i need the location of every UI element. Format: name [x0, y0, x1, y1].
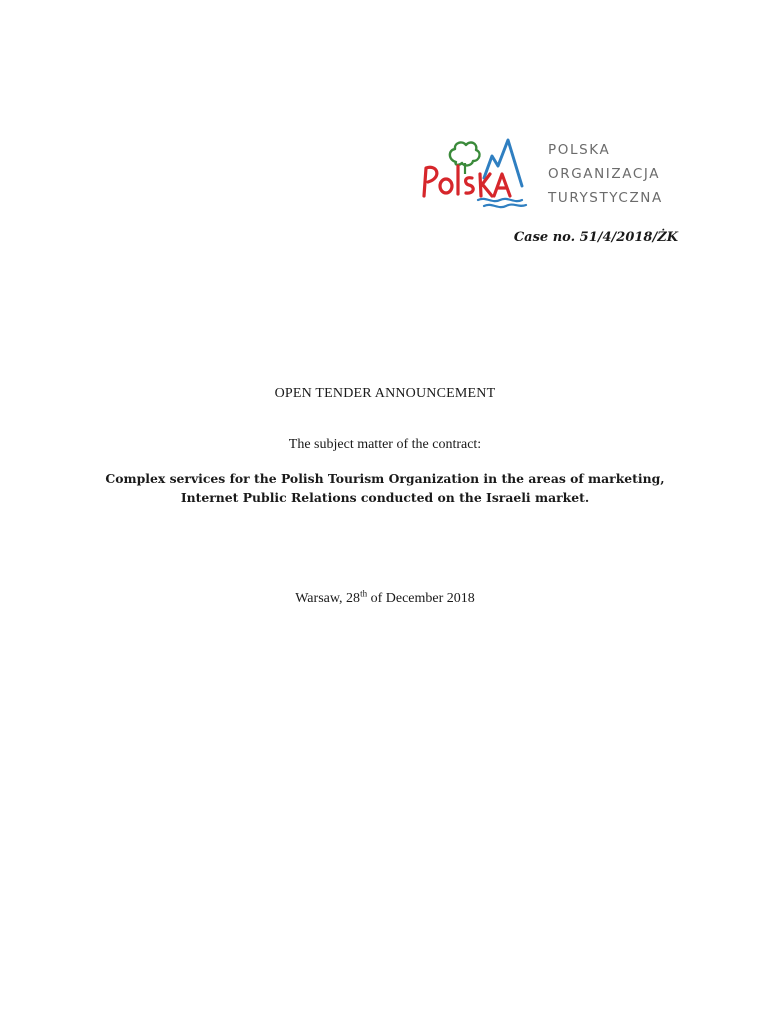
case-number: Case no. 51/4/2018/ŻK	[513, 230, 678, 245]
subject-text: Complex services for the Polish Tourism Organization in the areas of marketing, Internet Public Relations conducted on the Israeli market.	[105, 471, 665, 505]
date-day-suffix: th	[360, 588, 368, 599]
organization-name-line-1: POLSKA	[548, 142, 611, 158]
organization-name-line-3: TURYSTYCZNA	[548, 190, 663, 206]
date-month-year: of December 2018	[367, 591, 475, 606]
polska-logo-icon	[418, 134, 536, 210]
organization-name	[548, 138, 663, 210]
organization-name-line-2: ORGANIZACJA	[548, 166, 661, 182]
announcement-title: OPEN TENDER ANNOUNCEMENT	[274, 386, 496, 401]
date-city-day: Warsaw, 28	[295, 591, 361, 606]
subject-label: The subject matter of the contract:	[288, 437, 482, 452]
date-line	[0, 588, 770, 607]
logo-block	[418, 134, 688, 214]
